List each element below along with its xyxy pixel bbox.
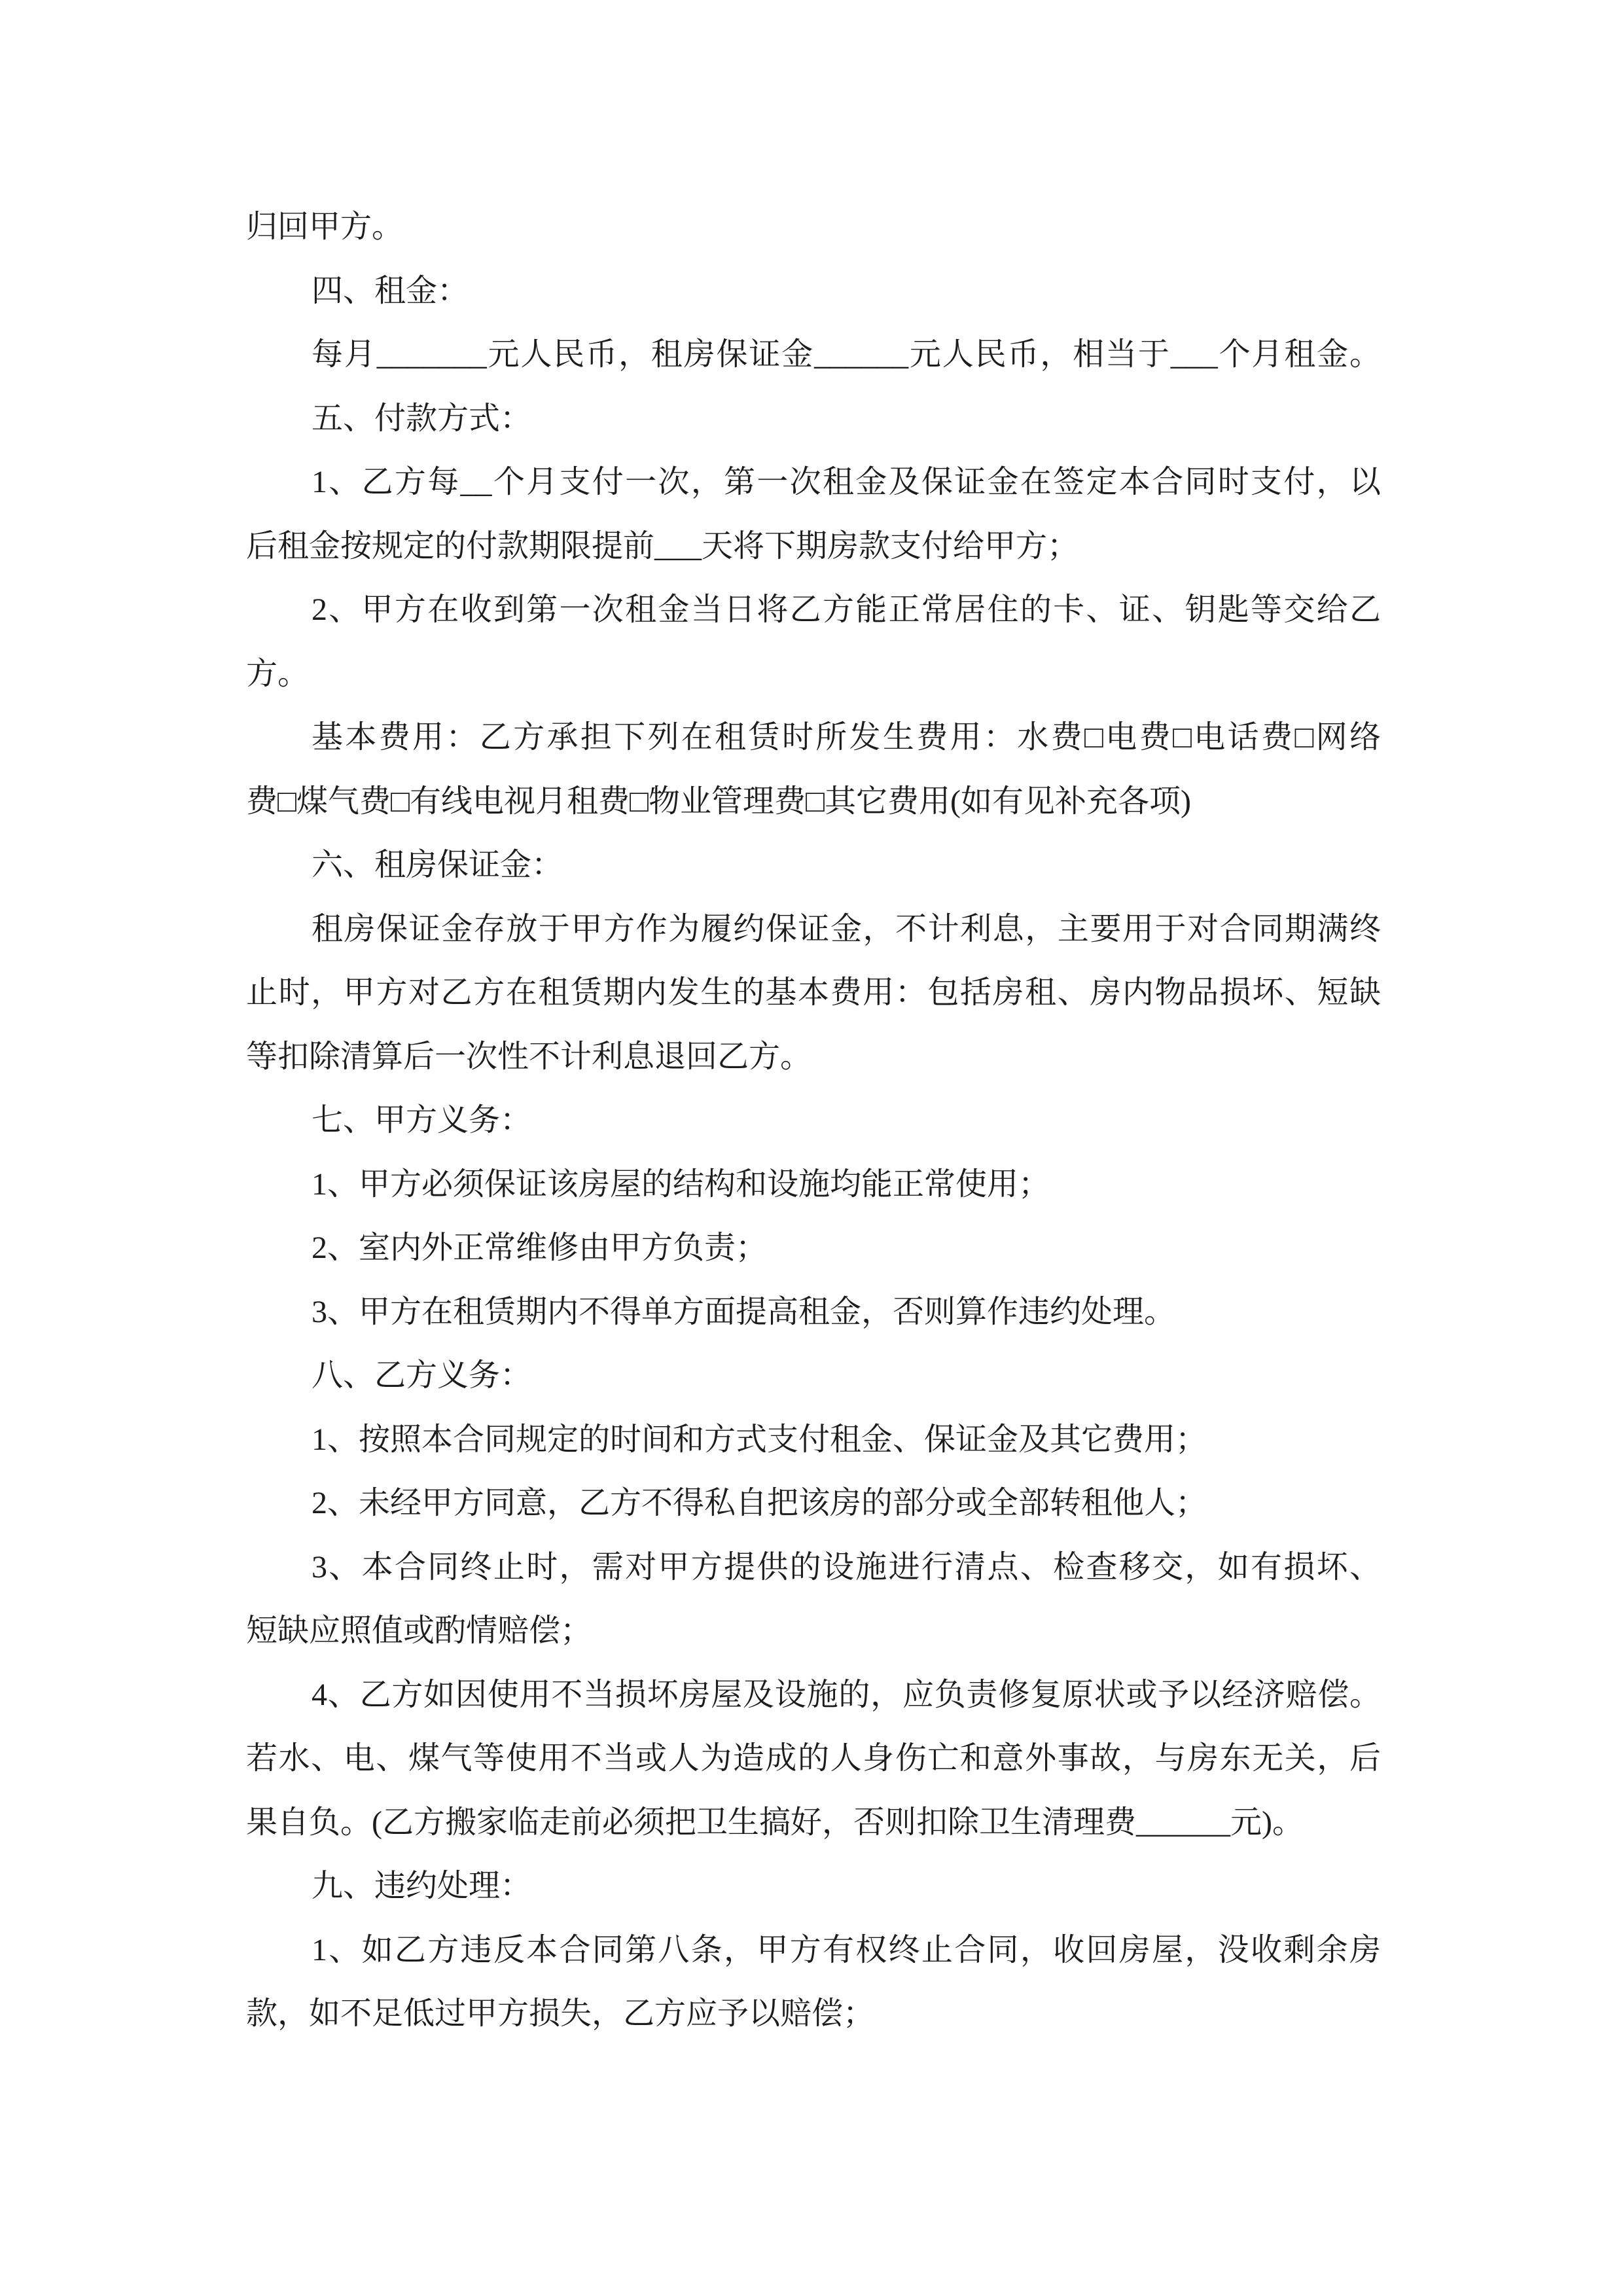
paragraph-line: 方。	[246, 656, 310, 691]
paragraph-line: 2、未经甲方同意，乙方不得私自把该房的部分或全部转租他人；	[312, 1486, 1207, 1520]
paragraph-line: 若水、电、煤气等使用不当或人为造成的人身伤亡和意外事故，与房东无关，后	[246, 1741, 1381, 1776]
section-heading-payment: 五、付款方式：	[312, 401, 532, 436]
paragraph-line: 1、按照本合同规定的时间和方式支付租金、保证金及其它费用；	[312, 1422, 1207, 1457]
section-heading-party-a-duties: 七、甲方义务：	[312, 1103, 532, 1138]
paragraph-line: 1、乙方每__个月支付一次，第一次租金及保证金在签定本合同时支付，以	[312, 465, 1381, 499]
paragraph-line: 3、本合同终止时，需对甲方提供的设施进行清点、检查移交，如有损坏、	[312, 1549, 1381, 1585]
section-heading-breach: 九、违约处理：	[312, 1869, 532, 1903]
contract-body	[246, 195, 1381, 2046]
section-heading-deposit: 六、租房保证金：	[312, 848, 563, 882]
paragraph-line: 后租金按规定的付款期限提前___天将下期房款支付给甲方；	[246, 528, 1079, 564]
section-heading-party-b-duties: 八、乙方义务：	[312, 1358, 532, 1393]
paragraph-line: 3、甲方在租赁期内不得单方面提高租金，否则算作违约处理。	[312, 1294, 1176, 1329]
paragraph-line: 止时，甲方对乙方在租赁期内发生的基本费用：包括房租、房内物品损坏、短缺	[246, 975, 1381, 1010]
paragraph-line: 2、室内外正常维修由甲方负责；	[312, 1230, 768, 1265]
paragraph-line: 费□煤气费□有线电视月租费□物业管理费□其它费用(如有见补充各项)	[246, 783, 1191, 819]
paragraph-line: 基本费用：乙方承担下列在租赁时所发生费用：水费□电费□电话费□网络	[312, 720, 1381, 755]
paragraph-line: 1、甲方必须保证该房屋的结构和设施均能正常使用；	[312, 1166, 1050, 1202]
paragraph-line: 4、乙方如因使用不当损坏房屋及设施的，应负责修复原状或予以经济赔偿。	[312, 1677, 1381, 1712]
paragraph-line: 租房保证金存放于甲方作为履约保证金，不计利息，主要用于对合同期满终	[312, 911, 1381, 946]
paragraph-line: 果自负。(乙方搬家临走前必须把卫生搞好，否则扣除卫生清理费______元)。	[246, 1804, 1304, 1840]
paragraph-line: 归回甲方。	[246, 209, 404, 244]
paragraph-line: 每月_______元人民币，租房保证金______元人民币，相当于___个月租金。	[312, 337, 1381, 372]
paragraph-line: 2、甲方在收到第一次租金当日将乙方能正常居住的卡、证、钥匙等交给乙	[312, 592, 1381, 627]
paragraph-line: 等扣除清算后一次性不计利息退回乙方。	[246, 1039, 812, 1074]
paragraph-line: 1、如乙方违反本合同第八条，甲方有权终止合同，收回房屋，没收剩余房	[312, 1932, 1381, 1967]
section-heading-rent: 四、租金：	[312, 273, 469, 308]
paragraph-line: 款，如不足低过甲方损失，乙方应予以赔偿；	[246, 1996, 875, 2031]
paragraph-line: 短缺应照值或酌情赔偿；	[246, 1613, 592, 1648]
